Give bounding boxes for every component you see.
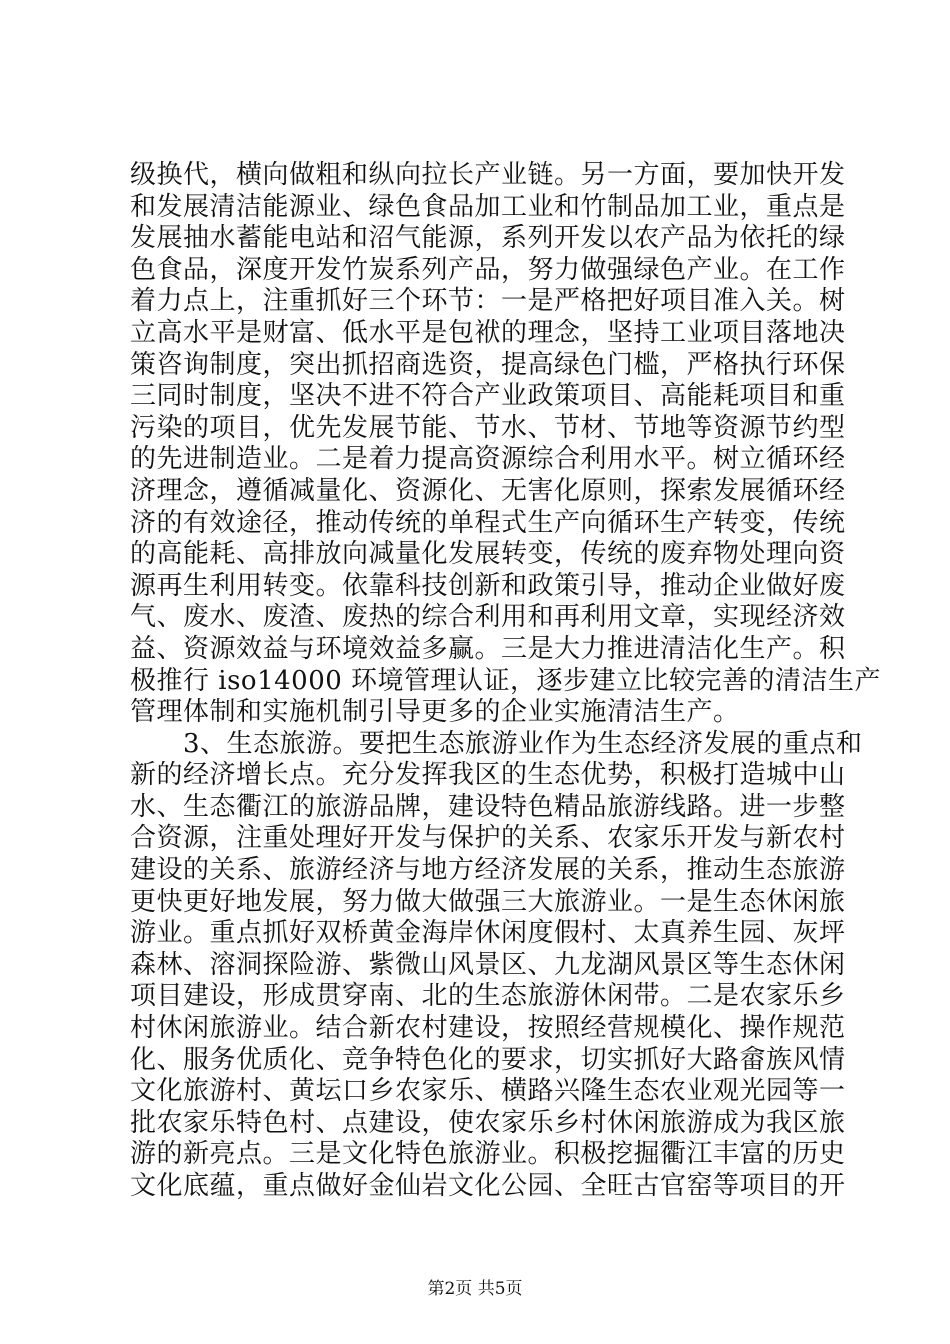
text-line: 建设的关系、旅游经济与地方经济发展的关系，推动生态旅游: [130, 855, 846, 886]
text-line: 森林、溶洞探险游、紫微山风景区、九龙湖风景区等生态休闲: [130, 949, 846, 980]
text-line: 水、生态衢江的旅游品牌，建设特色精品旅游线路。进一步整: [130, 791, 846, 822]
body-text: [130, 160, 882, 1203]
text-line: 三同时制度，坚决不进不符合产业政策项目、高能耗项目和重: [130, 381, 846, 412]
text-line: 批农家乐特色村、点建设，使农家乐乡村休闲旅游成为我区旅: [130, 1107, 846, 1138]
text-line: 项目建设，形成贯穿南、北的生态旅游休闲带。二是农家乐乡: [130, 981, 846, 1012]
text-line: 的先进制造业。二是着力提高资源综合利用水平。树立循环经: [130, 444, 846, 475]
text-line: 源再生利用转变。依靠科技创新和政策引导，推动企业做好废: [130, 570, 846, 601]
text-line: 更快更好地发展，努力做大做强三大旅游业。一是生态休闲旅: [130, 886, 846, 917]
paragraph-end-line: 管理体制和实施机制引导更多的企业实施清洁生产。: [130, 697, 740, 728]
text-line: 发展抽水蓄能电站和沼气能源，系列开发以农产品为依托的绿: [130, 223, 846, 254]
text-line: 济理念，遵循减量化、资源化、无害化原则，探索发展循环经: [130, 475, 846, 506]
text-line: 色食品，深度开发竹炭系列产品，努力做强绿色产业。在工作: [130, 254, 846, 285]
text-line: 和发展清洁能源业、绿色食品加工业和竹制品加工业，重点是: [130, 191, 846, 222]
text-line: 气、废水、废渣、废热的综合利用和再利用文章，实现经济效: [130, 602, 846, 633]
text-line: 极推行 iso14000 环境管理认证，逐步建立比较完善的清洁生产: [130, 665, 882, 696]
text-line: 污染的项目，优先发展节能、节水、节材、节地等资源节约型: [130, 412, 846, 443]
text-line: 化、服务优质化、竞争特色化的要求，切实抓好大路畲族风情: [130, 1044, 846, 1075]
text-line: 游的新亮点。三是文化特色旅游业。积极挖掘衢江丰富的历史: [130, 1139, 846, 1170]
text-line: 益、资源效益与环境效益多赢。三是大力推进清洁化生产。积: [130, 633, 846, 664]
text-line: 合资源，注重处理好开发与保护的关系、农家乐开发与新农村: [130, 823, 846, 854]
text-line: 的高能耗、高排放向减量化发展转变，传统的废弃物处理向资: [130, 539, 846, 570]
text-line: 策咨询制度，突出抓招商选资，提高绿色门槛，严格执行环保: [130, 349, 846, 380]
text-line: 着力点上，注重抓好三个环节：一是严格把好项目准入关。树: [130, 286, 846, 317]
text-line: 立高水平是财富、低水平是包袱的理念，坚持工业项目落地决: [130, 317, 846, 348]
text-line: 文化旅游村、黄坛口乡农家乐、横路兴隆生态农业观光园等一: [130, 1076, 846, 1107]
text-line: 新的经济增长点。充分发挥我区的生态优势，积极打造城中山: [130, 760, 846, 791]
page-footer: 第2页 共5页: [427, 1279, 523, 1299]
text-line: 济的有效途径，推动传统的单程式生产向循环生产转变，传统: [130, 507, 846, 538]
text-line: 游业。重点抓好双桥黄金海岸休闲度假村、太真养生园、灰坪: [130, 918, 846, 949]
text-line: 级换代，横向做粗和纵向拉长产业链。另一方面，要加快开发: [130, 160, 846, 190]
text-line: 村休闲旅游业。结合新农村建设，按照经营规模化、操作规范: [130, 1013, 846, 1044]
text-line: 3、生态旅游。要把生态旅游业作为生态经济发展的重点和: [130, 728, 863, 759]
text-line: 文化底蕴，重点做好金仙岩文化公园、全旺古官窑等项目的开: [130, 1171, 846, 1201]
